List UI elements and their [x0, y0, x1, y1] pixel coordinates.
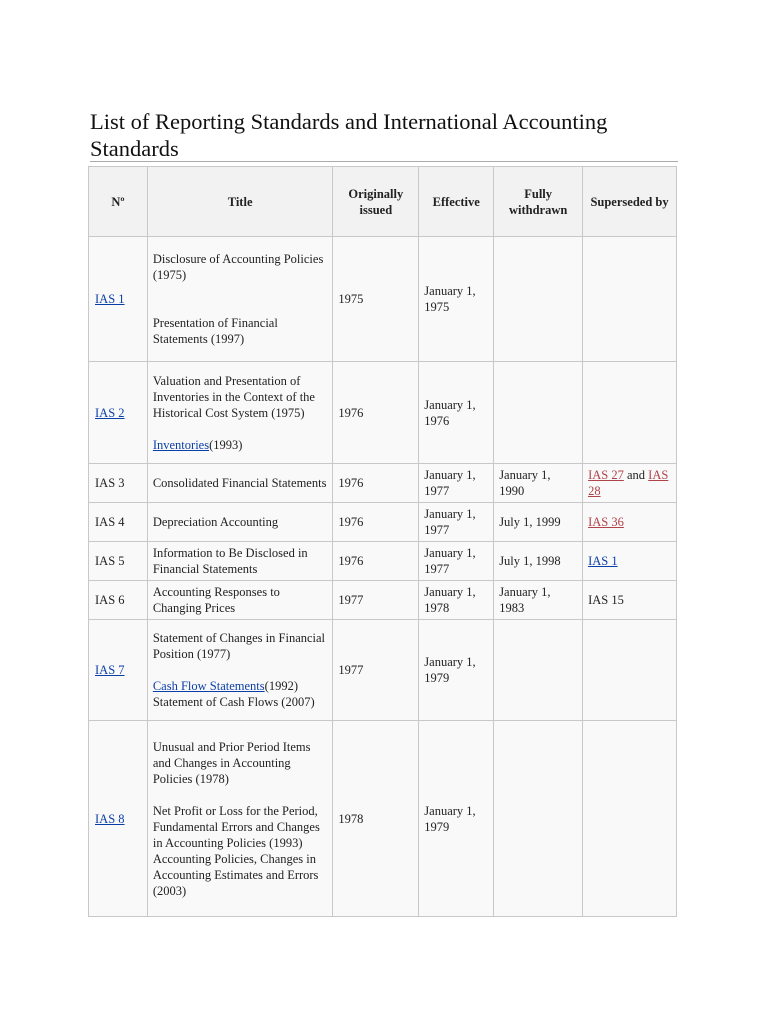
cell-issued: 1976 [333, 503, 419, 542]
table-row [89, 721, 677, 917]
cell-withdrawn: July 1, 1998 [494, 542, 583, 581]
ias-27-link[interactable]: IAS 27 [588, 468, 624, 482]
cash-flow-statements-link[interactable]: Cash Flow Statements [152, 679, 265, 693]
superseded-joiner: and [626, 468, 646, 482]
page-title: List of Reporting Standards and International Accounting Standards [90, 109, 608, 161]
table-row [89, 542, 677, 581]
cell-issued: 1976 [333, 362, 419, 464]
cell-title [147, 620, 333, 721]
cell-superseded [583, 464, 677, 503]
ias-2-link[interactable]: IAS 2 [95, 405, 125, 420]
title-line [153, 437, 328, 453]
cell-superseded [583, 620, 677, 721]
header-row [89, 167, 677, 237]
cell-title: Consolidated Financial Statements [147, 464, 333, 503]
cell-effective: January 1, 1977 [419, 503, 494, 542]
title-line: Statement of Changes in Financial Position (1977) [152, 631, 326, 661]
cell-issued: 1977 [333, 581, 419, 620]
cell-number [89, 620, 148, 721]
header-fully-withdrawn: Fully withdrawn [494, 167, 583, 237]
cell-number [89, 237, 148, 362]
cell-number: IAS 3 [89, 464, 148, 503]
title-line: Disclosure of Accounting Policies (1975) [152, 252, 324, 282]
cell-effective: January 1, 1977 [419, 464, 494, 503]
table-row [89, 503, 677, 542]
title-divider [90, 161, 678, 162]
cell-withdrawn: January 1, 1983 [494, 581, 583, 620]
header-no: Nº [89, 167, 148, 237]
cell-withdrawn: January 1, 1990 [494, 464, 583, 503]
table-row [89, 237, 677, 362]
cell-effective: January 1, 1976 [419, 362, 494, 464]
cell-superseded [583, 362, 677, 464]
title-line: Valuation and Presentation of Inventories in the Context of the Historical Cost System (1975) [152, 373, 315, 420]
cell-issued: 1975 [333, 237, 419, 362]
cell-effective: January 1, 1979 [419, 721, 494, 917]
cell-title [147, 721, 333, 917]
cell-number: IAS 5 [89, 542, 148, 581]
title-link-suffix: (1992) [264, 679, 298, 693]
cell-withdrawn [494, 237, 583, 362]
cell-effective: January 1, 1975 [419, 237, 494, 362]
table-row [89, 620, 677, 721]
cell-withdrawn [494, 721, 583, 917]
ias-36-link[interactable]: IAS 36 [588, 515, 624, 529]
cell-superseded [583, 237, 677, 362]
cell-superseded [583, 503, 677, 542]
cell-issued: 1976 [333, 542, 419, 581]
cell-superseded [583, 542, 677, 581]
cell-title [147, 237, 333, 362]
table-row [89, 581, 677, 620]
header-effective: Effective [419, 167, 494, 237]
table-row [89, 362, 677, 464]
cell-superseded: IAS 15 [583, 581, 677, 620]
cell-number [89, 362, 148, 464]
title-line: Statement of Cash Flows (2007) [152, 695, 315, 709]
cell-superseded [583, 721, 677, 917]
title-line: Presentation of Financial Statements (1997) [152, 316, 278, 346]
cell-effective: January 1, 1977 [419, 542, 494, 581]
cell-effective: January 1, 1978 [419, 581, 494, 620]
cell-title: Depreciation Accounting [147, 503, 333, 542]
standards-table [88, 166, 677, 917]
cell-number: IAS 6 [89, 581, 148, 620]
cell-title [147, 362, 333, 464]
cell-effective: January 1, 1979 [419, 620, 494, 721]
title-line: Net Profit or Loss for the Period, Fundamental Errors and Changes in Accounting Policies (1993) [152, 803, 320, 850]
header-originally-issued: Originally issued [333, 167, 419, 237]
table-row [89, 464, 677, 503]
ias-8-link[interactable]: IAS 8 [95, 811, 125, 826]
ias-1-link[interactable]: IAS 1 [95, 292, 125, 306]
cell-issued: 1978 [333, 721, 419, 917]
title-line: Accounting Policies, Changes in Accounting Estimates and Errors (2003) [152, 851, 319, 898]
cell-number: IAS 4 [89, 503, 148, 542]
cell-number [89, 721, 148, 917]
ias-1-superseded-link[interactable]: IAS 1 [588, 554, 618, 568]
cell-title: Information to Be Disclosed in Financial Statements [147, 542, 333, 581]
ias-28-link[interactable]: IAS 28 [588, 468, 669, 498]
cell-withdrawn: July 1, 1999 [494, 503, 583, 542]
header-superseded-by: Superseded by [583, 167, 677, 237]
ias-7-link[interactable]: IAS 7 [95, 663, 125, 677]
cell-title: Accounting Responses to Changing Prices [147, 581, 333, 620]
cell-withdrawn [494, 620, 583, 721]
title-line [153, 678, 328, 694]
header-title: Title [147, 167, 333, 237]
cell-issued: 1976 [333, 464, 419, 503]
title-line: Unusual and Prior Period Items and Changes in Accounting Policies (1978) [152, 739, 311, 786]
cell-withdrawn [494, 362, 583, 464]
cell-issued: 1977 [333, 620, 419, 721]
title-link-suffix: (1993) [209, 437, 243, 452]
inventories-link[interactable]: Inventories [152, 437, 210, 452]
